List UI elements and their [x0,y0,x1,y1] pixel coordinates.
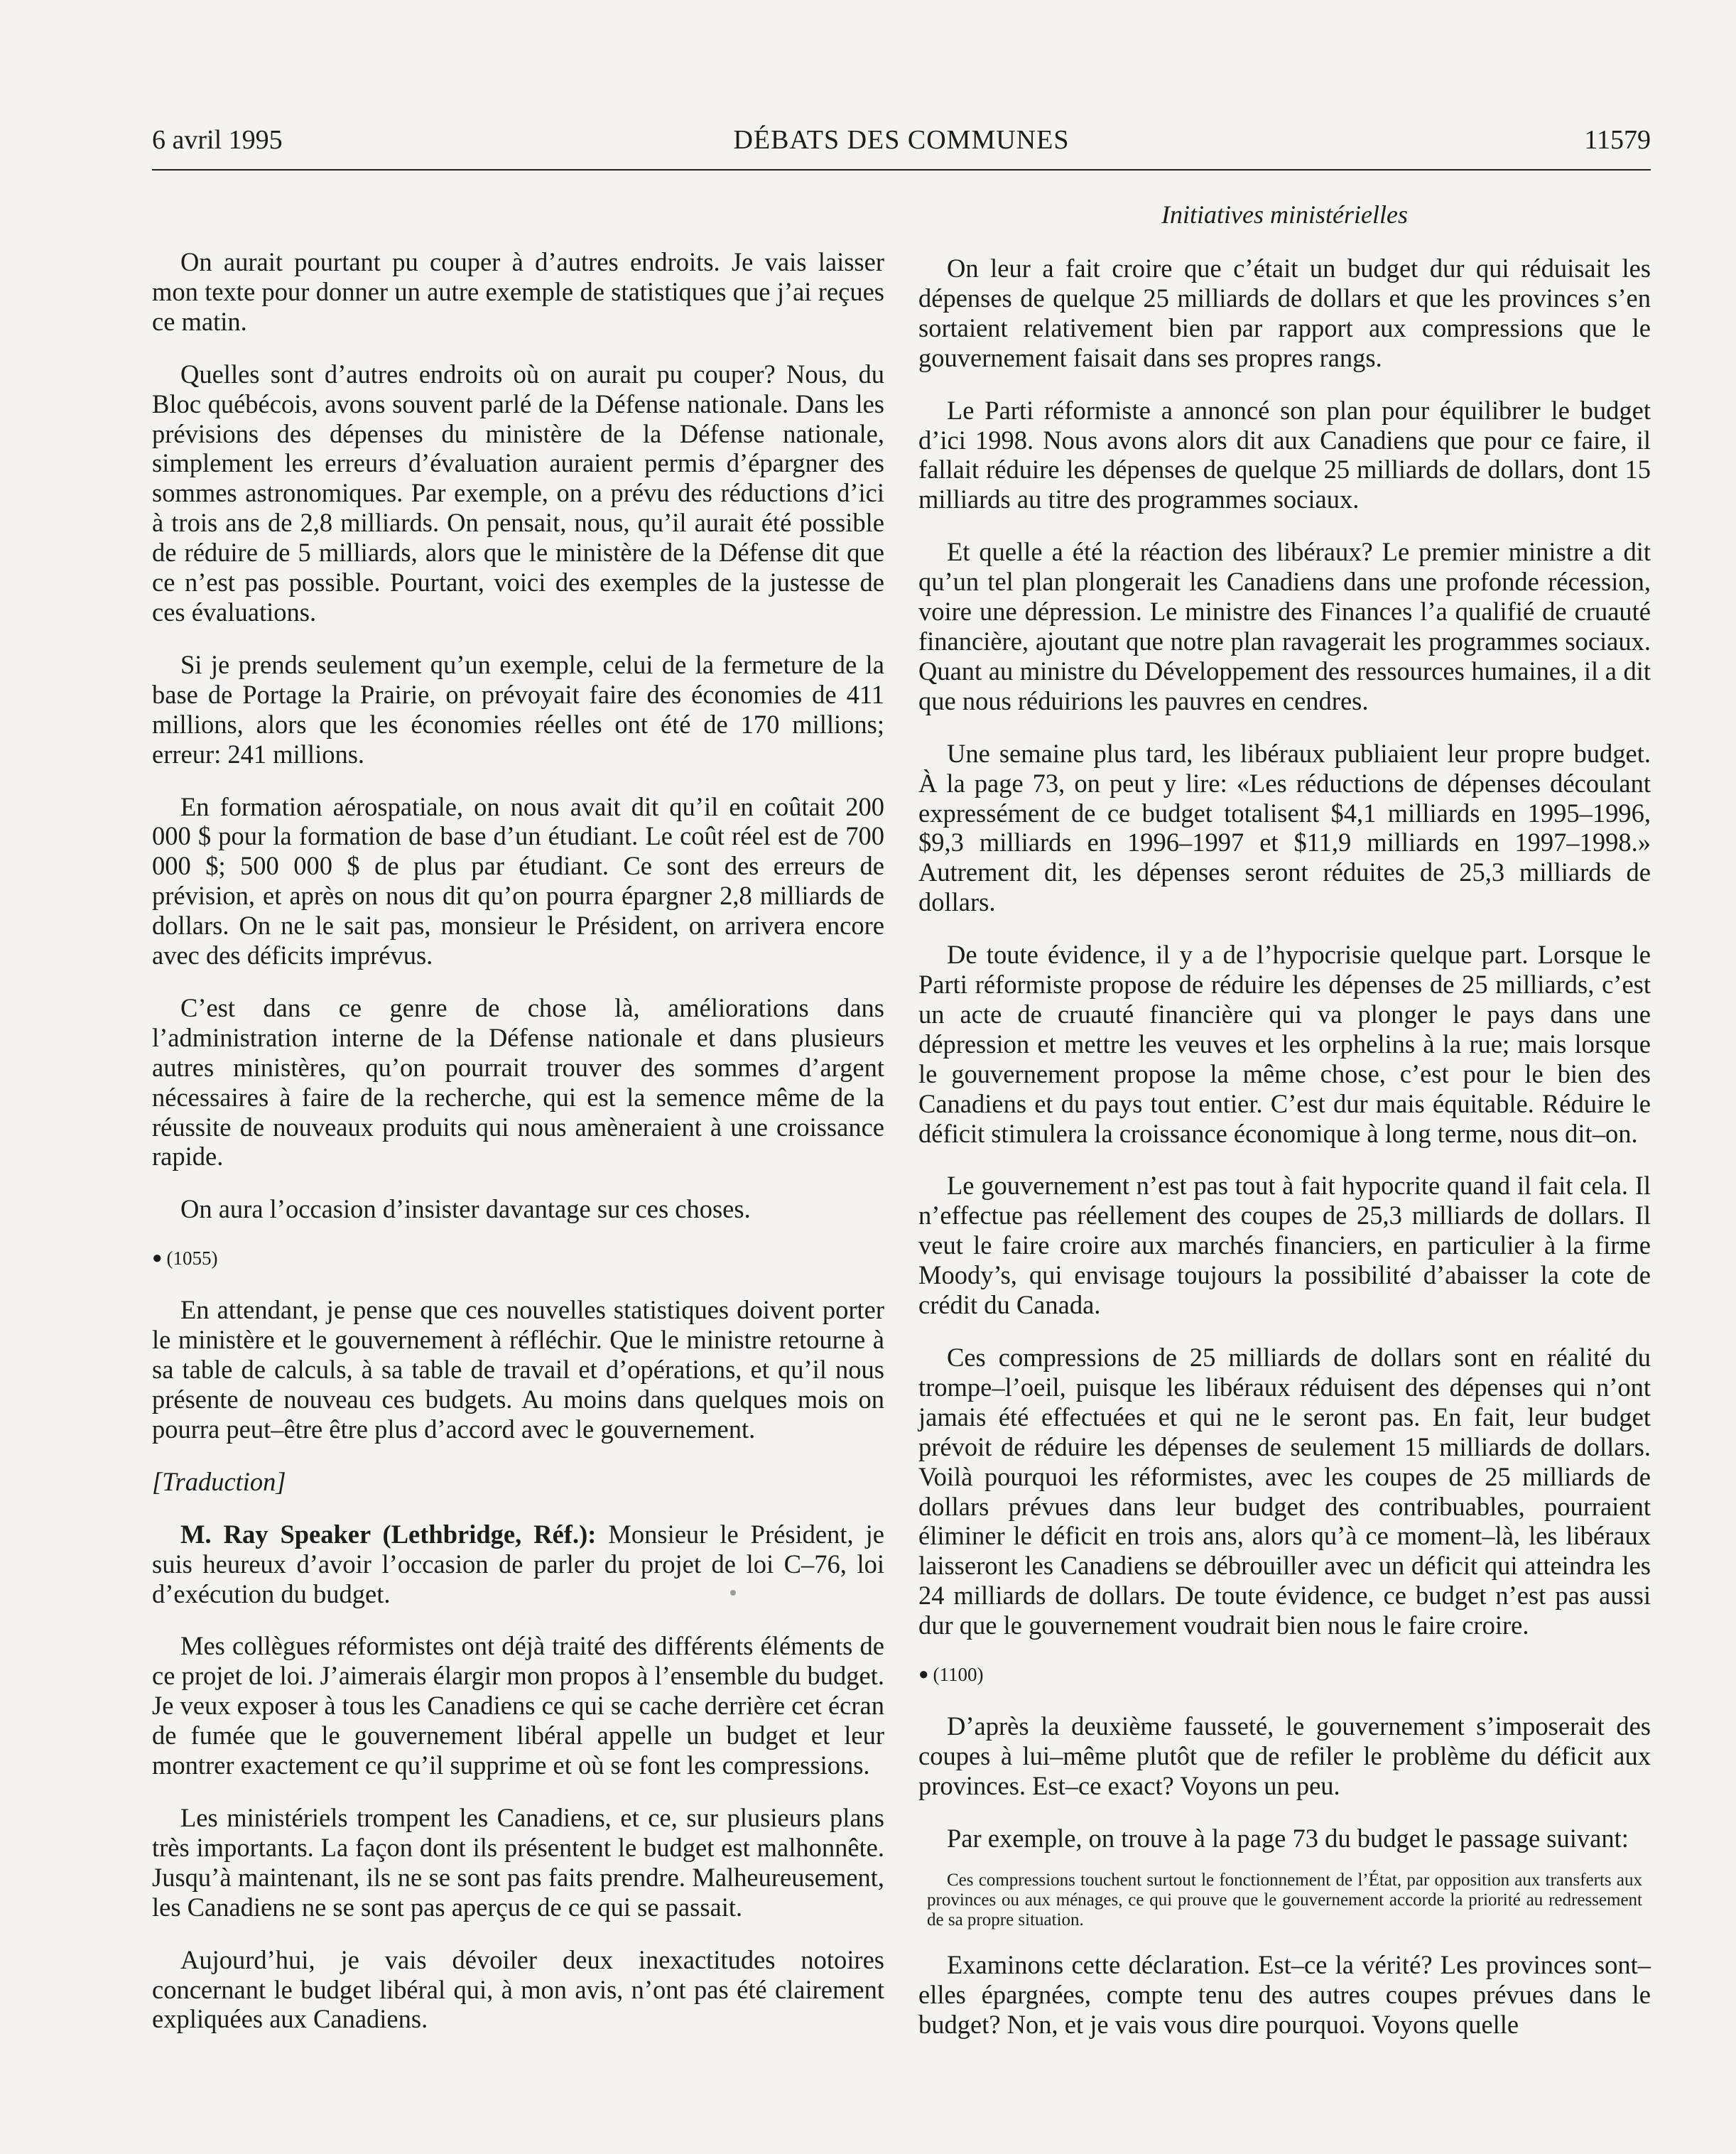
header-date: 6 avril 1995 [152,125,283,155]
paragraph: D’après la deuxième fausseté, le gouvernement s’imposerait des coupes à lui–même plutôt que de refiler le problème du déficit aux provinces. Est–ce exact? Voyons un peu. [918,1711,1651,1800]
bullet-icon: ● [152,1249,163,1268]
paragraph: C’est dans ce genre de chose là, améliorations dans l’administration interne de la Défense nationale et dans plusieurs autres ministères, qu’on pourrait trouver des sommes d’argent nécessaires à faire de la recherche, qui est la semence même de la réussite de nouveaux produits qui nous amèneraient à une croissance rapide. [152,992,884,1171]
paragraph: Le Parti réformiste a annoncé son plan pour équilibrer le budget d’ici 1998. Nous avons alors dit aux Canadiens que pour ce faire, il fallait réduire les dépenses de quelque 25 milliards de dollars, dont 15 milliards au titre des programmes sociaux. [918,395,1651,514]
paragraph: On aura l’occasion d’insister davantage sur ces choses. [180,1194,751,1224]
paragraph: Quelles sont d’autres endroits où on aurait pu couper? Nous, du Bloc québécois, avons souvent parlé de la Défense nationale. Dans les prévisions des dépenses du ministère de la Défense nationale, simplement les erreurs d’évaluation auraient permis d’épargner des sommes astronomiques. Par exemple, on a prévu des réductions d’ici à trois ans de 2,8 milliards. On pensait, nous, qu’il aurait été possible de réduire de 5 milliards, alors que le ministère de la Défense dit que ce n’est pas possible. Pourtant, voici des exemples de la justesse de ces évaluations. [152,359,884,627]
paragraph: De toute évidence, il y a de l’hypocrisie quelque part. Lorsque le Parti réformiste propose de réduire les dépenses de 25 milliards, c’est un acte de cruauté financière qui va plonger le pays dans une dépression et mettre les veuves et les orphelins à la rue; mais lorsque le gouvernement propose la même chose, c’est pour le bien des Canadiens et du pays tout entier. C’est dur mais équitable. Réduire le déficit stimulera la croissance économique à long terme, nous dit–on. [918,940,1651,1148]
budget-quote: Ces compressions touchent surtout le fonctionnement de l’État, par opposition aux transferts aux provinces ou aux ménages, ce qui prouve que le gouvernement accorde la priorité au redressement de sa propre situation. [927,1870,1642,1930]
paragraph: En attendant, je pense que ces nouvelles statistiques doivent porter le ministère et le gouvernement à réfléchir. Que le ministre retourne à sa table de calculs, à sa table de travail et d’opérations, et qu’il nous présente de nouveau ces budgets. Au moins dans quelques mois on pourra peut–être être plus d’accord avec le gouvernement. [152,1295,884,1444]
header-title: DÉBATS DES COMMUNES [733,125,1070,155]
paragraph: Examinons cette déclaration. Est–ce la vérité? Les provinces sont–elles épargnées, compte tenu des autres coupes prévues dans le budget? Non, et je vais vous dire pourquoi. Voyons quelle [918,1949,1651,2039]
paragraph: On leur a fait croire que c’était un budget dur qui réduisait les dépenses de quelque 25 milliards de dollars et que les provinces s’en sortaient relativement bien par rapport aux compressions que le gouvernement faisait dans ses propres rangs. [918,254,1651,372]
speaker-paragraph [152,1520,884,1609]
paragraph: En formation aérospatiale, on nous avait dit qu’il en coûtait 200 000 $ pour la formation de base d’un étudiant. Le coût réel est de 700 000 $; 500 000 $ de plus par étudiant. Ce sont des erreurs de prévision, et après on nous dit qu’on pourra épargner 2,8 milliards de dollars. On ne le sait pas, monsieur le Président, on arrivera encore avec des déficits imprévus. [152,791,884,970]
paragraph: Par exemple, on trouve à la page 73 du budget le passage suivant: [947,1823,1629,1853]
header-rule [152,169,1651,171]
paragraph: Le gouvernement n’est pas tout à fait hypocrite quand il fait cela. Il n’effectue pas réellement des coupes de 25,3 milliards de dollars. Il veut le faire croire aux marchés financiers, en particulier à la firme Moody’s, qui envisage toujours la possibilité d’abaisser la cote de crédit du Canada. [918,1171,1651,1320]
paragraph: Mes collègues réformistes ont déjà traité des différents éléments de ce projet de loi. J’aimerais élargir mon propos à l’ensemble du budget. Je veux exposer à tous les Canadiens ce qui se cache derrière cet écran de fumée que le gouvernement libéral appelle un budget et leur montrer exactement ce qu’il supprime et où se font les compressions. [152,1631,884,1780]
speaker-name: M. Ray Speaker (Lethbridge, Réf.): [180,1519,597,1549]
paragraph: Une semaine plus tard, les libéraux publiaient leur propre budget. À la page 73, on peut y lire: «Les réductions de dépenses découlant expressément de ce budget totalisent $4,1 milliards en 1995–1996, $9,3 milliards en 1996–1997 et $11,9 milliards en 1997–1998.» Autrement dit, les dépenses seront réduites de 25,3 milliards de dollars. [918,738,1651,917]
timestamp-1055 [152,1247,884,1270]
paragraph: Et quelle a été la réaction des libéraux? Le premier ministre a dit qu’un tel plan plongerait les Canadiens dans une profonde récession, voire une dépression. Le ministre des Finances l’a qualifié de cruauté financière, ajoutant que notre plan ravagerait les programmes sociaux. Quant au ministre du Développement des ressources humaines, il a dit que nous réduirions les pauvres en cendres. [918,537,1651,715]
paragraph: Ces compressions de 25 milliards de dollars sont en réalité du trompe–l’oeil, puisque les libéraux réduisent des dépenses qui n’ont jamais été effectuées et qui ne le seront pas. En fait, leur budget prévoit de réduire les dépenses de seulement 15 milliards de dollars. Voilà pourquoi les réformistes, avec les coupes de 25 milliards de dollars prévues dans leur budget des contribuables, pourraient éliminer le déficit en trois ans, alors qu’à ce moment–là, les libéraux laisseront les Canadiens se débrouiller avec un déficit qui atteindra les 24 milliards de dollars. De toute évidence, ce budget n’est pas aussi dur que le gouvernement voudrait bien nous le faire croire. [918,1343,1651,1640]
header-page-number: 11579 [1584,125,1651,155]
timestamp-text: (1055) [166,1248,218,1270]
scan-speck [730,1590,736,1596]
speaker-text: Monsieur le Président, je suis heureux d’avoir l’occasion de parler du projet de loi C–76, loi d’exécution du budget. [152,1519,884,1608]
paragraph: Les ministériels trompent les Canadiens, et ce, sur plusieurs plans très importants. La façon dont ils présentent le budget est malhonnête. Jusqu’à maintenant, ils ne se sont pas faits prendre. Malheureusement, les Canadiens ne se sont pas aperçus de ce qui se passait. [152,1802,884,1922]
page-header [152,124,1651,164]
paragraph: Aujourd’hui, je vais dévoiler deux inexactitudes notoires concernant le budget libéral qui, à mon avis, n’ont pas été clairement expliquées aux Canadiens. [152,1944,884,2034]
right-column [918,254,1651,2062]
bullet-icon: ● [918,1665,929,1684]
paragraph: Si je prends seulement qu’un exemple, celui de la fermeture de la base de Portage la Prairie, on prévoyait faire des économies de 411 millions, alors que les économies réelles ont été de 170 millions; erreur: 241 millions. [152,649,884,769]
timestamp-1100 [918,1663,1651,1686]
left-column [152,247,884,2057]
section-title: Initiatives ministérielles [1161,200,1408,229]
timestamp-text: (1100) [933,1664,984,1686]
paragraph: On aurait pourtant pu couper à d’autres endroits. Je vais laisser mon texte pour donner un autre exemple de statistiques que j’ai reçues ce matin. [152,247,884,336]
translation-tag: [Traduction] [152,1466,286,1496]
